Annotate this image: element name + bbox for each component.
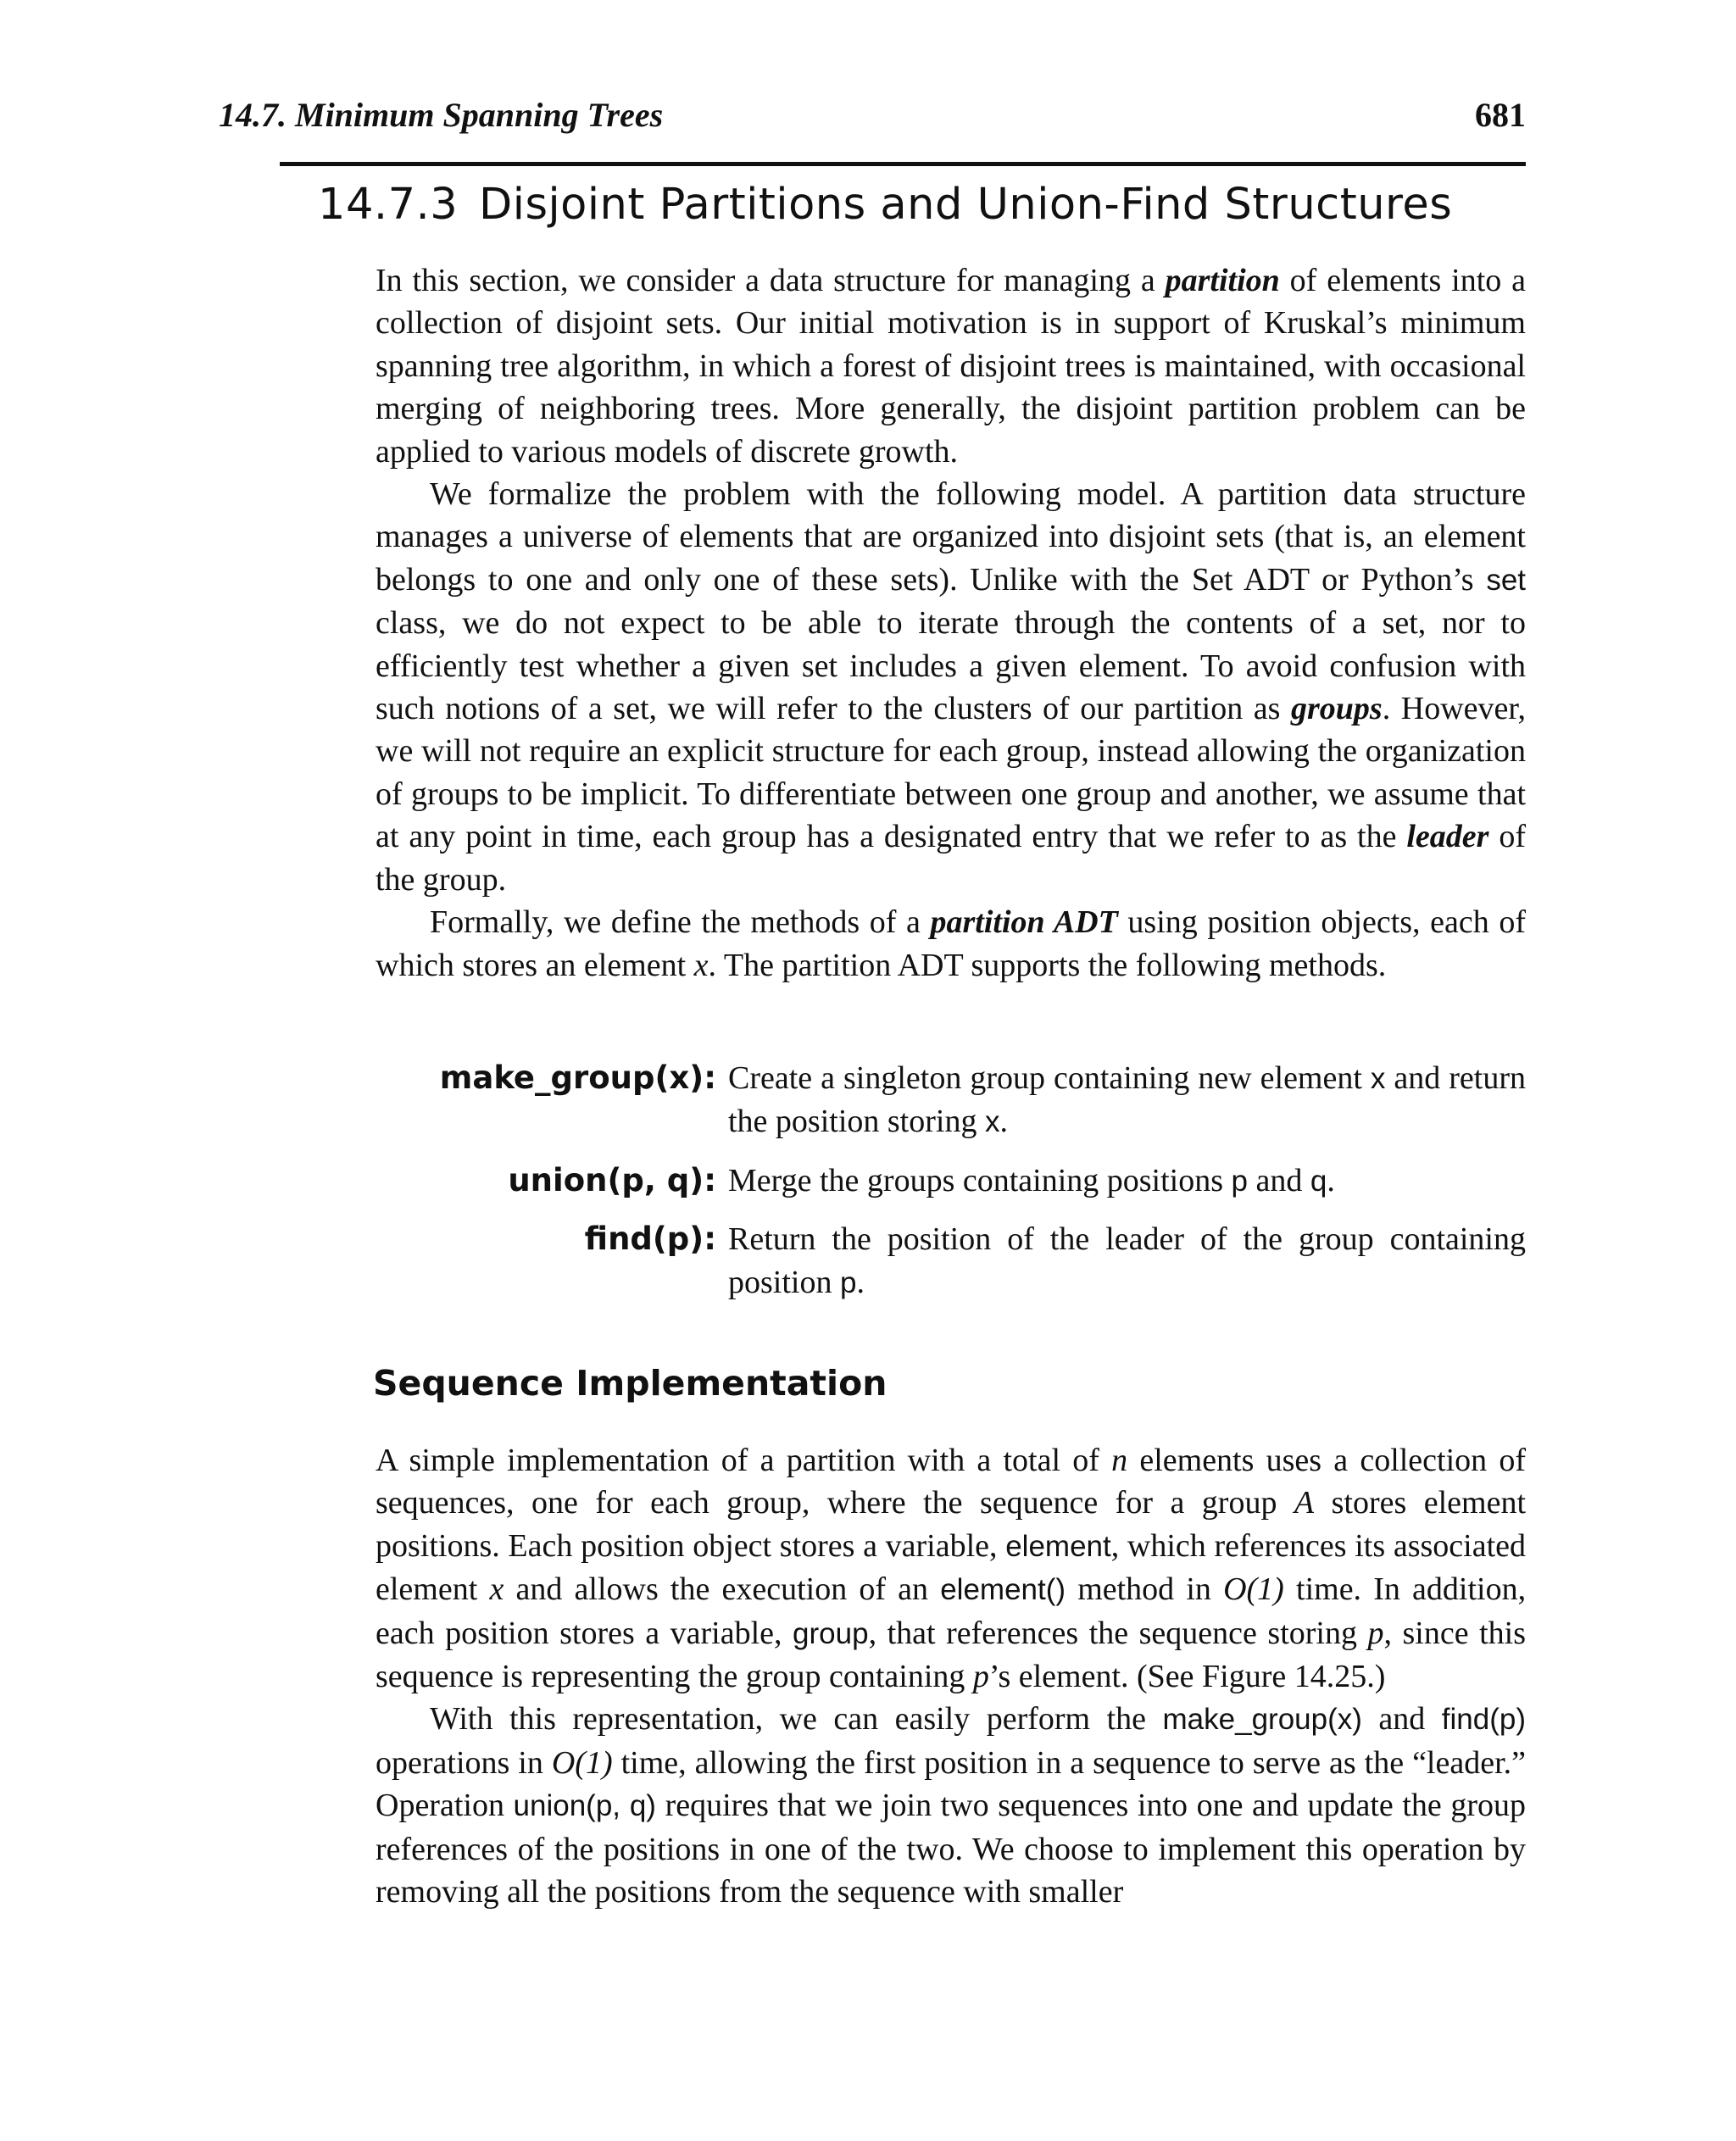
inline-code: union(p, q) — [513, 1789, 656, 1823]
paragraph: We formalize the problem with the following model. A partition data structure manages a universe of elements that are organized into disjoint sets (that is, an element belongs to one and only one of these sets). Unlike with the Set ADT or Python’s set class, we do not expect to be able to iterate through the contents of a set, nor to efficiently test whether a given set includes a given element. To avoid confusion with such notions of a set, we will refer to the clusters of our partition as groups. However, we will not require an explicit structure for each group, instead allowing the organization of groups to be implicit. To differentiate between one group and another, we assume that at any point in time, each group has a designated entry that we refer to as the leader of the group. — [376, 476, 1527, 898]
section-title: Disjoint Partitions and Union-Find Structures — [479, 180, 1453, 230]
inline-code: group — [793, 1616, 869, 1650]
paragraph: Formally, we define the methods of a partition ADT using position objects, each of which stores an element x. The partition ADT supports the following methods. — [376, 904, 1526, 983]
method-description: Create a singleton group containing new element x and return the position storing x. — [728, 1060, 1527, 1140]
inline-code: element — [1005, 1529, 1111, 1563]
method-item — [376, 1159, 1526, 1203]
math-expr: O(1) — [551, 1744, 613, 1781]
method-name: union(p, q): — [508, 1161, 716, 1198]
method-description: Return the position of the leader of the group containing position p. — [728, 1221, 1526, 1300]
method-name: find(p): — [584, 1221, 716, 1258]
intro-text — [376, 259, 1526, 987]
paragraph: A simple implementation of a partition with a total of n elements uses a collection of sequences, one for each group, where the sequence for a group A stores element positions. Each position object stores a variable, element, which references its associated element x and allows the execution of an element() method in O(1) time. In addition, each position stores a variable, group, that references the sequence storing p, since this sequence is representing the group containing p’s element. (See Figure 14.25.) — [376, 1443, 1527, 1695]
subsection-heading: Sequence Implementation — [373, 1363, 887, 1404]
method-name: make_group(x): — [439, 1059, 716, 1096]
math-expr: O(1) — [1223, 1571, 1284, 1608]
running-title: 14.7. Minimum Spanning Trees — [219, 96, 664, 134]
term-leader: leader — [1406, 819, 1489, 855]
inline-code: find(p) — [1441, 1703, 1527, 1737]
paragraph: In this section, we consider a data structure for managing a partition of elements into a collection of disjoint sets. Our initial motivation is in support of Kruskal’s minimum spanning tree algorithm, in which a forest of disjoint trees is maintained, with occasional merging of neighboring trees. More generally, the disjoint partition problem can be applied to various models of discrete growth. — [376, 263, 1527, 470]
term-groups: groups — [1290, 691, 1383, 727]
method-description: Merge the groups containing positions p and q. — [728, 1162, 1335, 1198]
sequence-text — [376, 1439, 1526, 1913]
section-number: 14.7.3 — [318, 180, 459, 230]
method-list — [376, 1057, 1526, 1320]
method-item — [376, 1218, 1526, 1304]
page-number: 681 — [1475, 96, 1526, 134]
running-header — [219, 95, 1526, 146]
paragraph: With this representation, we can easily perform the make_group(x) and find(p) operations in O(1) time, allowing the first position in a sequence to serve as the “leader.” Operation union(p, q) requires that we join two sequences into one and update the group references of the positions in one of the two. We choose to implement this operation by removing all the positions from the sequence with smaller — [376, 1701, 1527, 1910]
term-partition-adt: partition ADT — [930, 904, 1118, 941]
header-rule — [280, 162, 1526, 166]
math-var: x — [693, 947, 709, 983]
inline-code: set — [1486, 563, 1527, 597]
term-partition: partition — [1165, 263, 1280, 298]
section-heading — [318, 180, 1452, 230]
method-item — [376, 1057, 1526, 1144]
inline-code: element() — [940, 1573, 1066, 1607]
inline-code: make_group(x) — [1162, 1703, 1362, 1737]
